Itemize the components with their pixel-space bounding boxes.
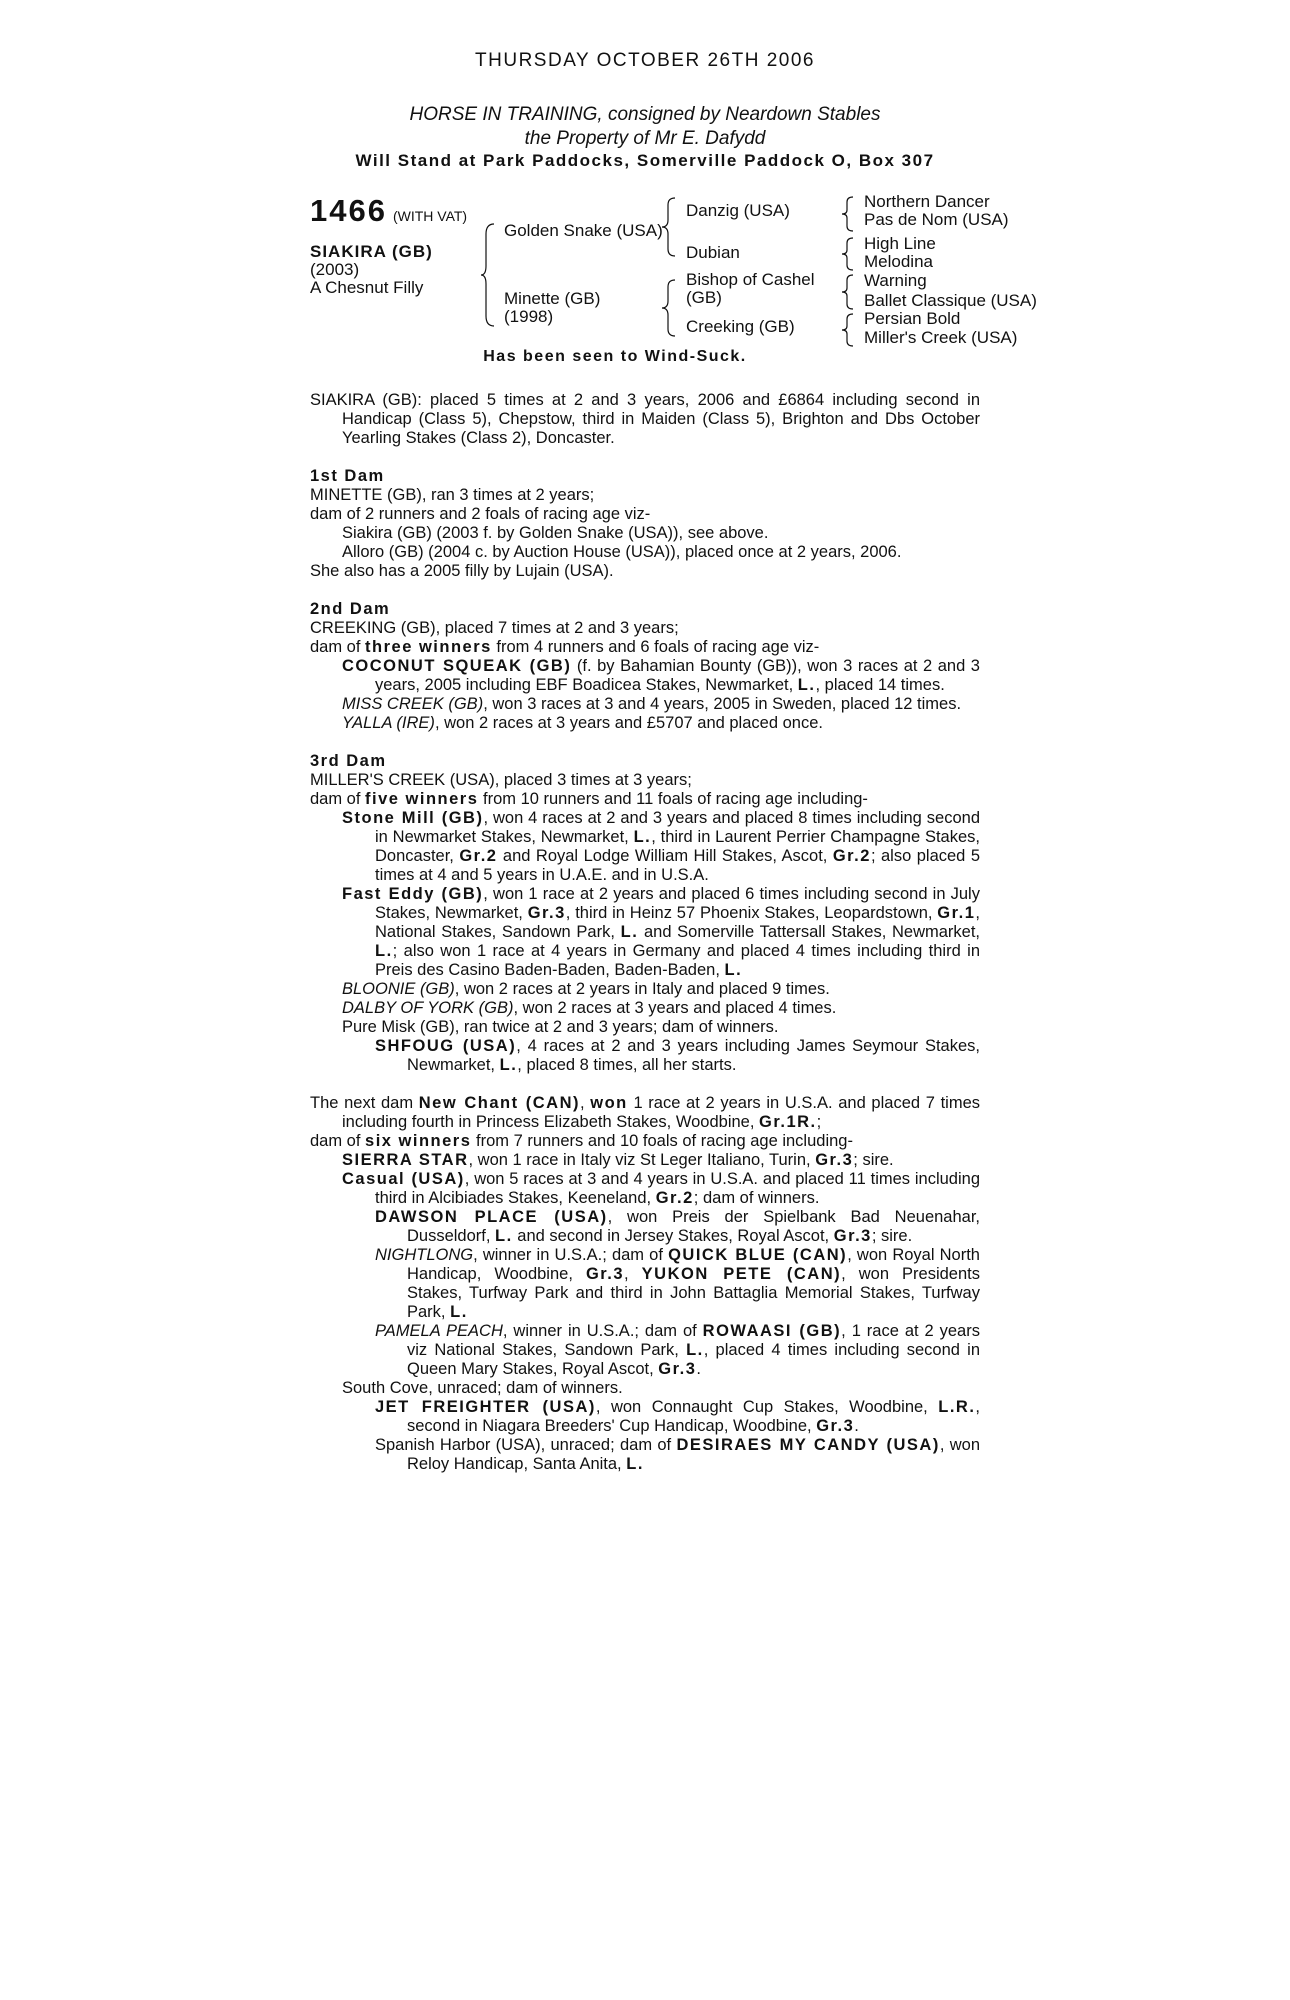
property-line: the Property of Mr E. Dafydd: [524, 128, 766, 149]
next-dam-grandfoal: Spanish Harbor (USA), unraced; dam of DESIRAES MY CANDY (USA), won Reloy Handicap, Santa Anita, L.: [375, 1436, 980, 1473]
pedigree-dds: Persian Bold: [864, 309, 961, 328]
pedigree-dam-sire-country: (GB): [686, 288, 722, 307]
horse-summary: SIAKIRA (GB): placed 5 times at 2 and 3 years, 2006 and £6864 including second in Handicap (Class 5), Chepstow, third in Maiden (Class 5), Brighton and Dbs October Yearling Stakes (Class 2), Doncaster.: [310, 391, 980, 447]
next-dam-foal: South Cove, unraced; dam of winners.: [342, 1379, 623, 1397]
pedigree-sire-dam: Dubian: [686, 243, 740, 262]
third-dam-foal: DALBY OF YORK (GB), won 2 races at 3 years and placed 4 times.: [342, 999, 837, 1017]
pedigree-dam-sire-name: Bishop of Cashel: [686, 270, 815, 289]
pedigree-dam-year: (1998): [504, 307, 554, 326]
pedigree-brace-dd: [841, 312, 855, 348]
first-dam-line: MINETTE (GB), ran 3 times at 2 years;: [310, 486, 595, 504]
pedigree-brace-sire: [661, 196, 677, 258]
pedigree-dam-sire: [686, 271, 815, 307]
pedigree-brace-main: [480, 222, 496, 328]
third-dam-foal: Fast Eddy (GB), won 1 race at 2 years and placed 6 times including second in July Stakes, Newmarket, Gr.3, third in Heinz 57 Phoenix Stakes, Leopardstown, Gr.1, National Stakes, Sandown Park, L. and Somerville Tattersall Stakes, Newmarket, L.; also won 1 race at 4 years in Germany and placed 4 times including third in Preis des Casino Baden-Baden, Baden-Baden, L.: [342, 885, 981, 979]
pedigree-sds: High Line: [864, 234, 936, 253]
pedigree-dam: [504, 290, 600, 326]
first-dam-line: She also has a 2005 filly by Lujain (USA).: [310, 562, 614, 580]
second-dam-line: dam of three winners from 4 runners and 6 foals of racing age viz-: [310, 638, 820, 656]
pedigree-sire: Golden Snake (USA): [504, 221, 663, 240]
third-dam-line: dam of five winners from 10 runners and 11 foals of racing age including-: [310, 790, 868, 808]
next-dam-foal: SIERRA STAR, won 1 race in Italy viz St Leger Italiano, Turin, Gr.3; sire.: [342, 1151, 894, 1169]
catalogue-body: [310, 391, 980, 1474]
first-dam-foal: Siakira (GB) (2003 f. by Golden Snake (USA)), see above.: [342, 524, 769, 542]
stand-location: Will Stand at Park Paddocks, Somerville Paddock O, Box 307: [355, 151, 935, 170]
third-dam-foal: BLOONIE (GB), won 2 races at 2 years in Italy and placed 9 times.: [342, 980, 830, 998]
wind-suck-note: Has been seen to Wind-Suck.: [483, 348, 747, 365]
lot-heading: [310, 193, 467, 229]
second-dam-foal: MISS CREEK (GB), won 3 races at 3 and 4 years, 2005 in Sweden, placed 12 times.: [342, 695, 962, 713]
first-dam-line: dam of 2 runners and 2 foals of racing age viz-: [310, 505, 651, 523]
third-dam-foal: Pure Misk (GB), ran twice at 2 and 3 years; dam of winners.: [342, 1018, 779, 1036]
pedigree-sss: Northern Dancer: [864, 192, 990, 211]
second-dam-heading: 2nd Dam: [310, 600, 391, 618]
pedigree-dsd: Ballet Classique (USA): [864, 291, 1037, 310]
pedigree-dss: Warning: [864, 271, 927, 290]
pedigree-brace-ds: [841, 273, 855, 311]
next-dam-grandfoal: DAWSON PLACE (USA), won Preis der Spielbank Bad Neuenahar, Dusseldorf, L. and second in Jersey Stakes, Royal Ascot, Gr.3; sire.: [375, 1208, 980, 1245]
horse-name: SIAKIRA (GB): [310, 242, 433, 261]
vat-note: (WITH VAT): [392, 208, 468, 224]
third-dam-heading: 3rd Dam: [310, 752, 387, 770]
consignment-line: HORSE IN TRAINING, consigned by Neardown Stables: [409, 104, 881, 125]
sale-date: THURSDAY OCTOBER 26TH 2006: [475, 50, 815, 71]
lot-number: 1466: [310, 193, 387, 228]
foaling-year: (2003): [310, 260, 360, 279]
second-dam-line: CREEKING (GB), placed 7 times at 2 and 3 years;: [310, 619, 679, 637]
horse-description: A Chesnut Filly: [310, 278, 424, 297]
first-dam-foal: Alloro (GB) (2004 c. by Auction House (USA)), placed once at 2 years, 2006.: [342, 543, 902, 561]
pedigree-dam-dam: Creeking (GB): [686, 317, 795, 336]
pedigree-brace-ss: [841, 195, 855, 233]
next-dam-line: The next dam New Chant (CAN), won 1 race at 2 years in U.S.A. and placed 7 times including fourth in Princess Elizabeth Stakes, Woodbine, Gr.1R.;: [310, 1094, 980, 1131]
pedigree-brace-sd: [841, 236, 855, 272]
pedigree-ssd: Pas de Nom (USA): [864, 210, 1009, 229]
third-dam-line: MILLER'S CREEK (USA), placed 3 times at 3 years;: [310, 771, 692, 789]
next-dam-foal: Casual (USA), won 5 races at 3 and 4 years in U.S.A. and placed 11 times including third in Alcibiades Stakes, Keeneland, Gr.2; dam of winners.: [342, 1170, 981, 1207]
next-dam-grandfoal: JET FREIGHTER (USA), won Connaught Cup Stakes, Woodbine, L.R., second in Niagara Breeders' Cup Handicap, Woodbine, Gr.3.: [375, 1398, 980, 1435]
pedigree-dam-name: Minette (GB): [504, 289, 601, 308]
second-dam-foal: YALLA (IRE), won 2 races at 3 years and £5707 and placed once.: [342, 714, 823, 732]
pedigree-brace-dam: [661, 278, 677, 338]
next-dam-line: dam of six winners from 7 runners and 10 foals of racing age including-: [310, 1132, 853, 1150]
horse-details: [310, 243, 433, 297]
next-dam-grandfoal: NIGHTLONG, winner in U.S.A.; dam of QUICK BLUE (CAN), won Royal North Handicap, Woodbine, Gr.3, YUKON PETE (CAN), won Presidents Stakes, Turfway Park and third in John Battaglia Memorial Stakes, Turfway Park, L.: [375, 1246, 980, 1321]
second-dam-foal: COCONUT SQUEAK (GB) (f. by Bahamian Bounty (GB)), won 3 races at 2 and 3 years, 2005 including EBF Boadicea Stakes, Newmarket, L., placed 14 times.: [342, 657, 980, 694]
third-dam-grandfoal: SHFOUG (USA), 4 races at 2 and 3 years including James Seymour Stakes, Newmarket, L., placed 8 times, all her starts.: [375, 1037, 980, 1074]
next-dam-grandfoal: PAMELA PEACH, winner in U.S.A.; dam of ROWAASI (GB), 1 race at 2 years viz National Stakes, Sandown Park, L., placed 4 times including second in Queen Mary Stakes, Royal Ascot, Gr.3.: [375, 1322, 980, 1378]
pedigree-sdd: Melodina: [864, 252, 933, 271]
first-dam-heading: 1st Dam: [310, 467, 385, 485]
pedigree-sire-sire: Danzig (USA): [686, 201, 790, 220]
third-dam-foal: Stone Mill (GB), won 4 races at 2 and 3 years and placed 8 times including second in Newmarket Stakes, Newmarket, L., third in Laurent Perrier Champagne Stakes, Doncaster, Gr.2 and Royal Lodge William Hill Stakes, Ascot, Gr.2; also placed 5 times at 4 and 5 years in U.A.E. and in U.S.A.: [342, 809, 980, 884]
pedigree-ddd: Miller's Creek (USA): [864, 328, 1018, 347]
